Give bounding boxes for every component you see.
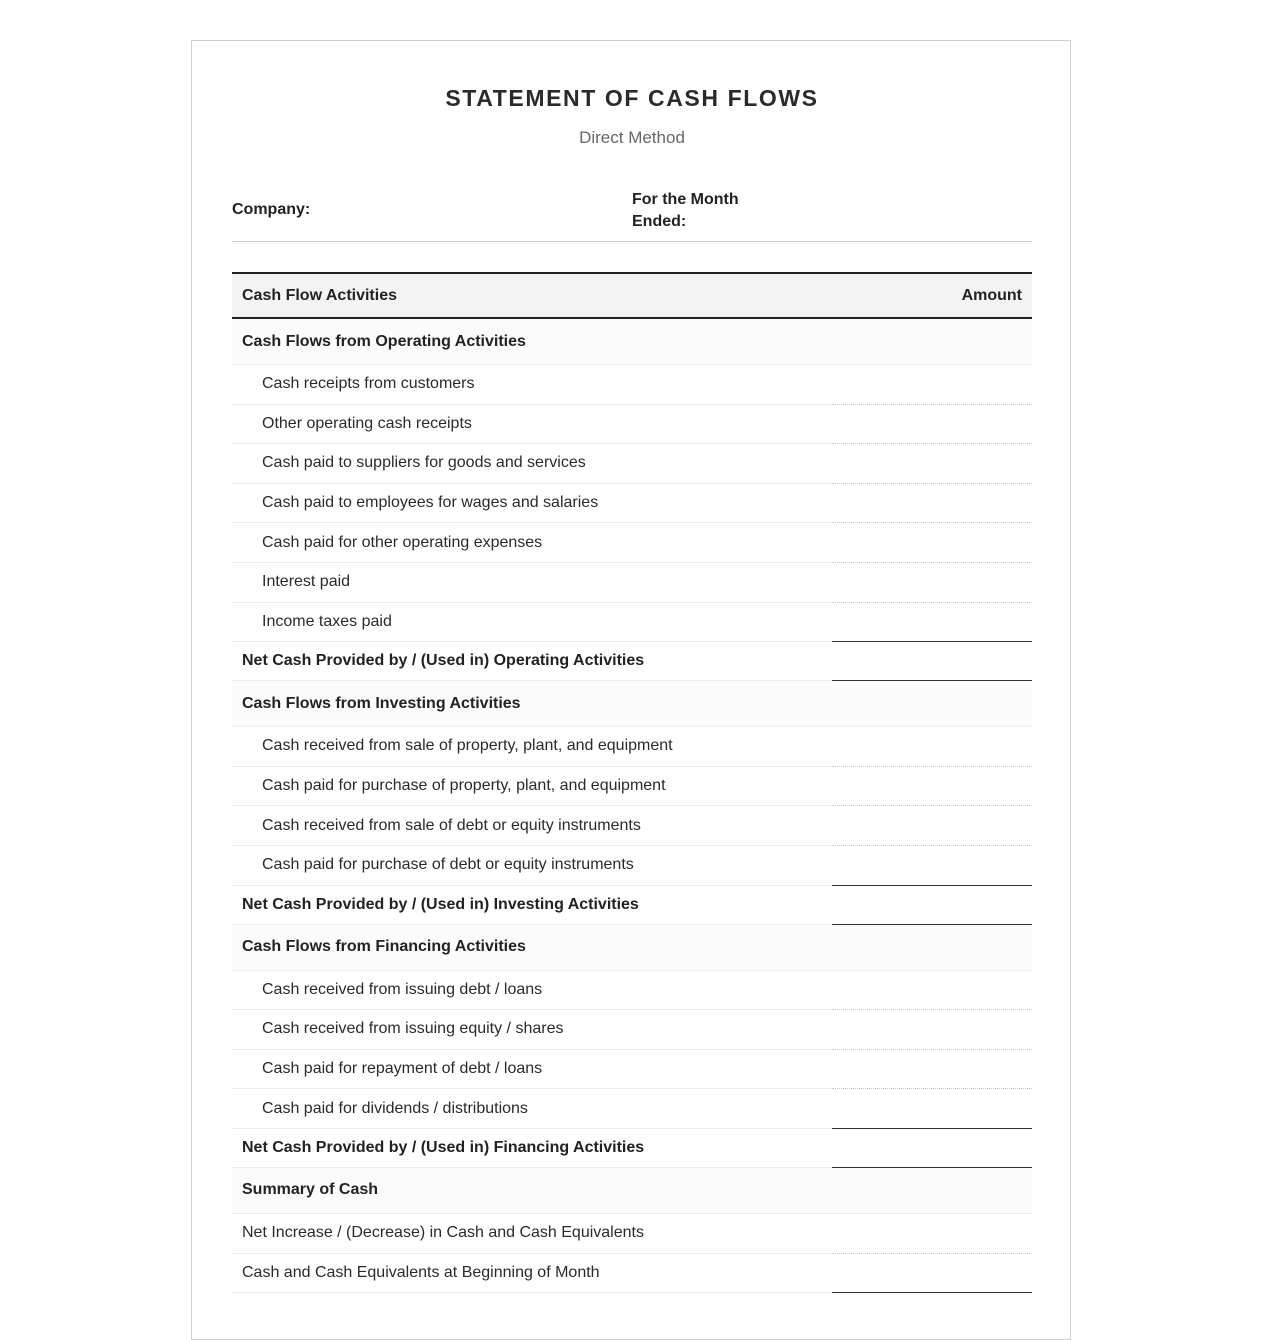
statement-sheet — [191, 40, 1071, 1340]
table-row — [232, 1010, 1032, 1050]
row-label: Cash receipts from customers — [232, 365, 832, 405]
amount-cell[interactable] — [832, 1010, 1032, 1050]
page-subtitle: Direct Method — [579, 128, 685, 147]
table-row — [232, 1213, 1032, 1253]
amount-cell[interactable] — [832, 562, 1032, 602]
section-heading: Cash Flows from Investing Activities — [232, 681, 832, 727]
total-amount-cell[interactable] — [832, 642, 1032, 681]
amount-cell[interactable] — [832, 523, 1032, 563]
cash-flow-table — [232, 272, 1032, 1293]
total-label: Net Cash Provided by / (Used in) Operating Activities — [232, 642, 832, 681]
amount-cell[interactable] — [832, 845, 1032, 885]
amount-cell[interactable] — [832, 1213, 1032, 1253]
header-activities: Cash Flow Activities — [232, 273, 832, 318]
row-label: Other operating cash receipts — [232, 404, 832, 444]
table-header-row — [232, 273, 1032, 318]
amount-cell[interactable] — [832, 602, 1032, 642]
amount-cell[interactable] — [832, 766, 1032, 806]
table-row — [232, 523, 1032, 563]
row-label: Cash paid to employees for wages and salaries — [232, 483, 832, 523]
section-operating — [232, 318, 1032, 365]
row-label: Income taxes paid — [232, 602, 832, 642]
row-label: Cash paid for purchase of property, plant, and equipment — [232, 766, 832, 806]
table-row — [232, 1049, 1032, 1089]
amount-cell[interactable] — [832, 970, 1032, 1010]
table-row — [232, 970, 1032, 1010]
row-label: Cash paid for other operating expenses — [232, 523, 832, 563]
table-row — [232, 806, 1032, 846]
row-label: Cash received from sale of debt or equity instruments — [232, 806, 832, 846]
row-label: Cash paid for purchase of debt or equity instruments — [232, 845, 832, 885]
amount-cell[interactable] — [832, 1253, 1032, 1293]
section-heading: Summary of Cash — [232, 1167, 832, 1213]
total-amount-cell[interactable] — [832, 1128, 1032, 1167]
section-investing — [232, 681, 1032, 727]
page-title: STATEMENT OF CASH FLOWS — [445, 85, 819, 111]
amount-cell[interactable] — [832, 1089, 1032, 1129]
row-label: Net Increase / (Decrease) in Cash and Cash Equivalents — [232, 1213, 832, 1253]
amount-cell[interactable] — [832, 806, 1032, 846]
table-row — [232, 1253, 1032, 1293]
total-amount-cell[interactable] — [832, 885, 1032, 924]
table-row — [232, 404, 1032, 444]
section-heading: Cash Flows from Financing Activities — [232, 924, 832, 970]
row-label: Cash paid for repayment of debt / loans — [232, 1049, 832, 1089]
table-row — [232, 1089, 1032, 1129]
row-label: Cash paid to suppliers for goods and services — [232, 444, 832, 484]
row-label: Cash received from sale of property, plant, and equipment — [232, 727, 832, 767]
row-label: Cash paid for dividends / distributions — [232, 1089, 832, 1129]
row-label: Interest paid — [232, 562, 832, 602]
amount-cell[interactable] — [832, 365, 1032, 405]
table-row — [232, 727, 1032, 767]
total-operating — [232, 642, 1032, 681]
table-row — [232, 766, 1032, 806]
section-heading: Cash Flows from Operating Activities — [232, 318, 832, 365]
row-label: Cash received from issuing debt / loans — [232, 970, 832, 1010]
section-financing — [232, 924, 1032, 970]
amount-cell[interactable] — [832, 404, 1032, 444]
period-label: For the Month Ended: — [632, 191, 739, 230]
amount-cell[interactable] — [832, 483, 1032, 523]
statement-meta — [232, 187, 1032, 242]
total-label: Net Cash Provided by / (Used in) Financing Activities — [232, 1128, 832, 1167]
table-row — [232, 602, 1032, 642]
table-row — [232, 845, 1032, 885]
table-row — [232, 365, 1032, 405]
row-label: Cash and Cash Equivalents at Beginning of Month — [232, 1253, 832, 1293]
total-financing — [232, 1128, 1032, 1167]
amount-cell[interactable] — [832, 444, 1032, 484]
total-label: Net Cash Provided by / (Used in) Investing Activities — [232, 885, 832, 924]
table-row — [232, 562, 1032, 602]
header-amount: Amount — [832, 273, 1032, 318]
amount-cell[interactable] — [832, 1049, 1032, 1089]
amount-cell[interactable] — [832, 727, 1032, 767]
section-summary — [232, 1167, 1032, 1213]
row-label: Cash received from issuing equity / shares — [232, 1010, 832, 1050]
total-investing — [232, 885, 1032, 924]
table-row — [232, 483, 1032, 523]
table-row — [232, 444, 1032, 484]
company-label: Company: — [232, 201, 311, 218]
